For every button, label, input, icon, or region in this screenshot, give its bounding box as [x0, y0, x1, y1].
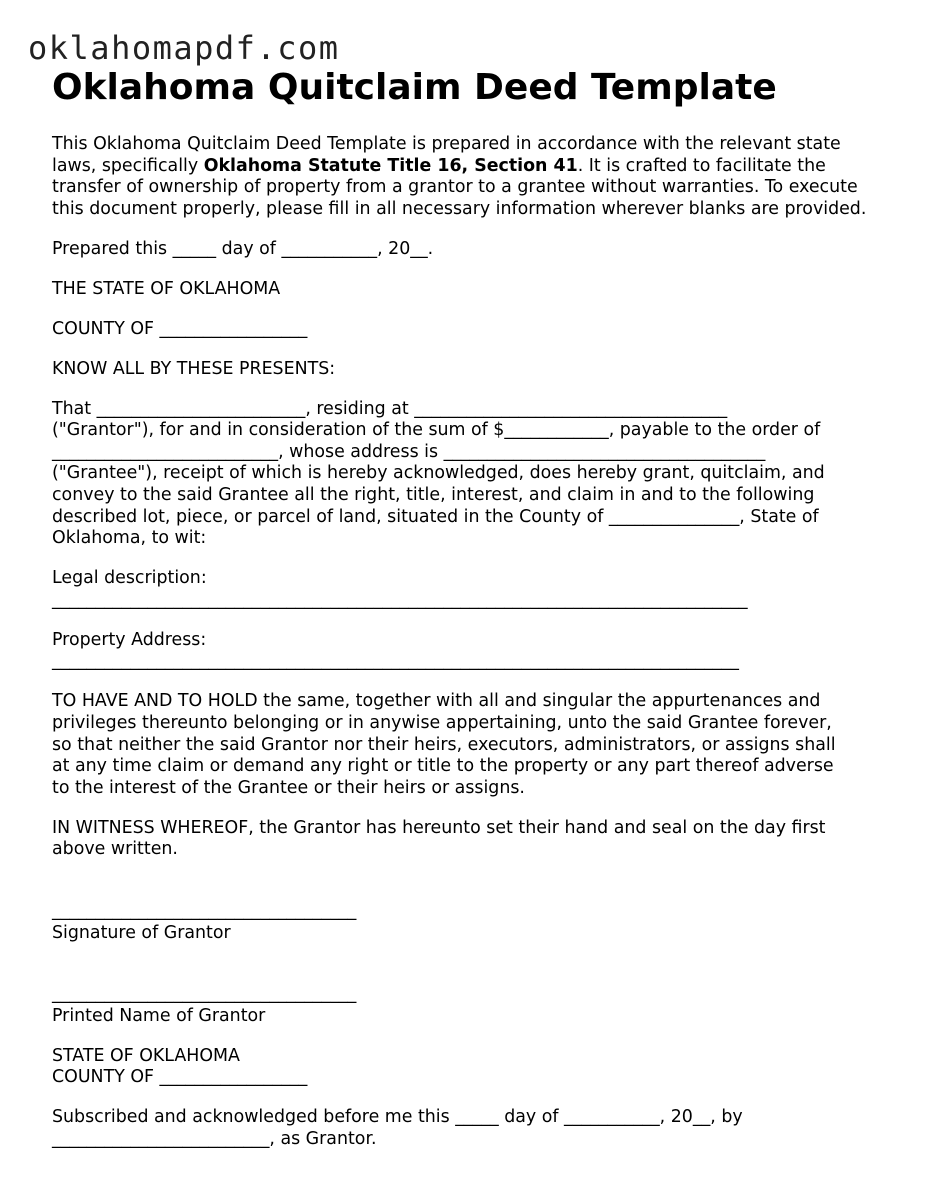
printed-name-blank: ___________________________________ — [52, 984, 357, 1005]
witness-clause — [52, 818, 882, 861]
habendum-line: privileges thereunto belonging or in anywise appertaining, unto the said Grantee forever, — [52, 713, 832, 733]
state-heading: THE STATE OF OKLAHOMA — [52, 278, 281, 299]
acknowledgment-line: _________________________, as Grantor. — [52, 1128, 377, 1149]
site-watermark: oklahomapdf.com — [28, 29, 340, 67]
habendum-line: so that neither the said Grantor nor their heirs, executors, administrators, or assigns shall — [52, 734, 836, 755]
intro-paragraph — [52, 134, 882, 220]
statute-reference: Oklahoma Statute Title 16, Section 41 — [203, 155, 578, 176]
witness-line: IN WITNESS WHEREOF, the Grantor has hereunto set their hand and seal on the day first — [52, 817, 826, 838]
deed-document — [52, 66, 882, 1150]
property-address-section — [52, 630, 882, 673]
conveyance-line: ("Grantor"), for and in consideration of the sum of $____________, payable to the order of — [52, 420, 821, 441]
signature-label: Signature of Grantor — [52, 922, 231, 943]
property-address-label: Property Address: — [52, 629, 207, 650]
property-address-blank: _______________________________________________________________________________ — [52, 651, 739, 672]
county-line: COUNTY OF _________________ — [52, 318, 308, 339]
witness-line: above written. — [52, 839, 178, 860]
conveyance-line: ("Grantee"), receipt of which is hereby acknowledged, does hereby grant, quitclaim, and — [52, 463, 825, 484]
printed-name-label: Printed Name of Grantor — [52, 1005, 266, 1026]
legal-description-label: Legal description: — [52, 568, 207, 589]
printed-name-block — [52, 984, 882, 1027]
document-title: Oklahoma Quitclaim Deed Template — [52, 67, 777, 108]
signature-block — [52, 901, 882, 944]
acknowledgment-county: COUNTY OF _________________ — [52, 1067, 308, 1088]
know-all-heading: KNOW ALL BY THESE PRESENTS: — [52, 358, 336, 379]
habendum-line: at any time claim or demand any right or title to the property or any part thereof adverse — [52, 756, 834, 777]
acknowledgment-venue — [52, 1046, 882, 1089]
prepared-date-line: Prepared this _____ day of ___________, 20__. — [52, 238, 434, 259]
habendum-line: TO HAVE AND TO HOLD the same, together with all and singular the appurtenances and — [52, 691, 821, 712]
acknowledgment-line: Subscribed and acknowledged before me this _____ day of ___________, 20__, by — [52, 1107, 743, 1128]
legal-description-section — [52, 568, 882, 611]
legal-description-blank: ________________________________________________________________________________ — [52, 589, 748, 610]
acknowledgment-statement — [52, 1107, 882, 1150]
conveyance-clause — [52, 399, 882, 550]
acknowledgment-state: STATE OF OKLAHOMA — [52, 1045, 240, 1066]
habendum-line: to the interest of the Grantee or their heirs or assigns. — [52, 777, 525, 798]
intro-lead: This Oklahoma Quitclaim Deed Template is prepared in accordance with the relevant state laws, specifically — [52, 134, 841, 176]
intro-tail: . It is crafted to facilitate the transfer of ownership of property from a grantor to a grantee without warranties. To execute this document properly, please fill in all necessary information wherever blanks are provided. — [52, 155, 867, 219]
conveyance-line: convey to the said Grantee all the right, title, interest, and claim in and to the following — [52, 485, 815, 506]
conveyance-line: __________________________, whose address is _____________________________________ — [52, 441, 766, 462]
conveyance-line: Oklahoma, to wit: — [52, 528, 207, 549]
conveyance-line: That ________________________, residing at ____________________________________ — [52, 398, 728, 419]
habendum-clause — [52, 691, 882, 799]
signature-blank: ___________________________________ — [52, 900, 357, 921]
conveyance-line: described lot, piece, or parcel of land, situated in the County of _______________, State of — [52, 506, 819, 527]
